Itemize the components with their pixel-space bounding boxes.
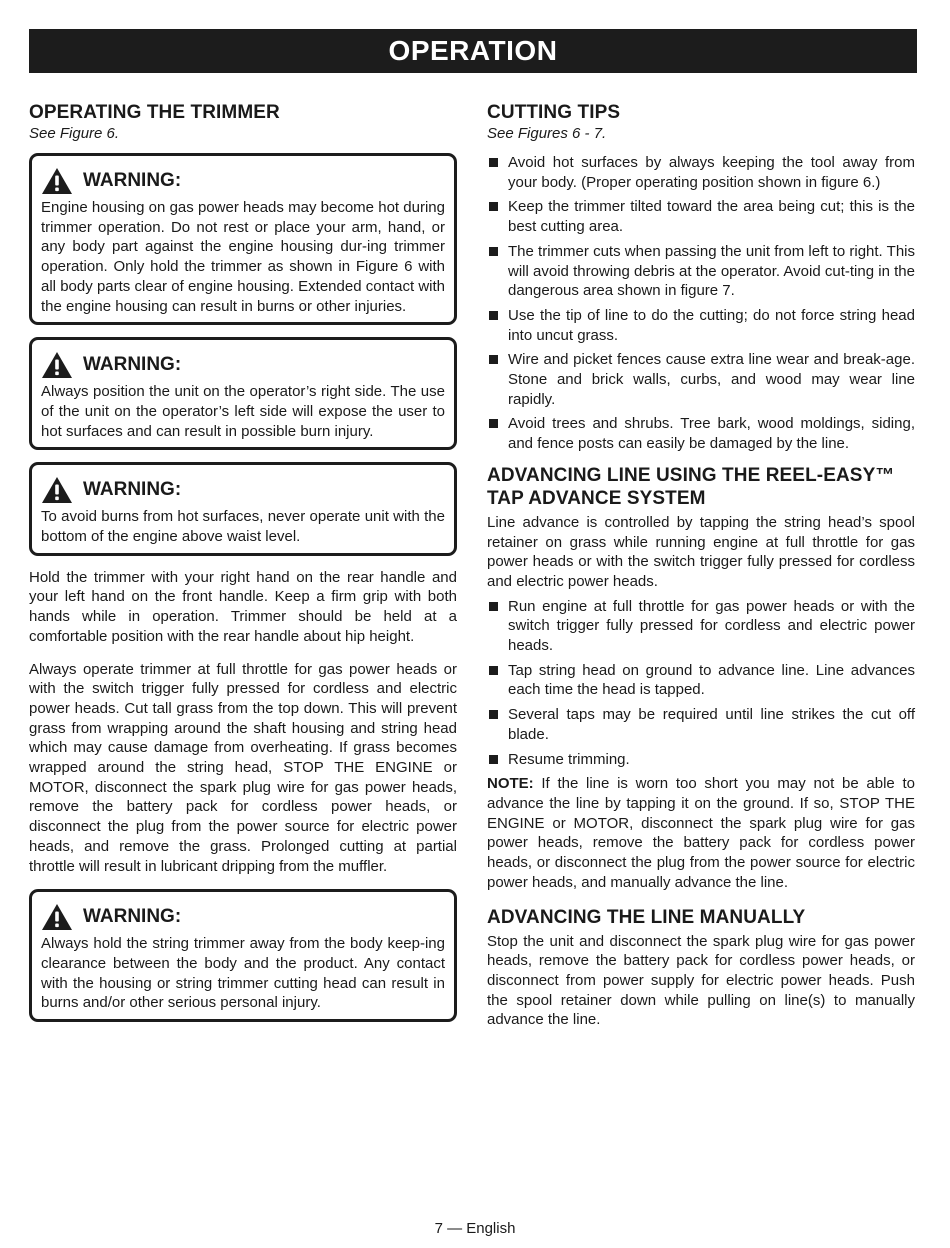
right-column: [487, 101, 915, 1030]
list-item: [487, 750, 915, 770]
list-item-text: Wire and picket fences cause extra line wear and break-age. Stone and brick walls, curbs, and wood may wear line rapidly.: [508, 351, 915, 408]
warning-triangle-icon: [41, 167, 73, 195]
warning-header: [41, 902, 445, 932]
page-footer: 7 — English: [434, 1220, 516, 1237]
warning-title: WARNING:: [83, 354, 182, 376]
list-item-text: Several taps may be required until line strikes the cut off blade.: [508, 706, 915, 743]
list-item-text: Avoid hot surfaces by always keeping the tool away from your body. (Proper operating position shown in figure 6.): [508, 154, 915, 191]
manual-advance-heading: ADVANCING THE LINE MANUALLY: [487, 906, 806, 928]
list-item: [487, 414, 915, 453]
list-item: [487, 350, 915, 409]
warning-text: Always hold the string trimmer away from the body keep-ing clearance between the body and the product. Any contact with the housing or string trimmer cutting head can result in burns and/or other serious personal injury.: [41, 935, 445, 1012]
warning-box: [29, 153, 457, 325]
warning-triangle-icon: [41, 903, 73, 931]
warning-box: [29, 337, 457, 450]
square-bullet-icon: [489, 419, 498, 428]
list-item: [487, 242, 915, 301]
list-item: [487, 197, 915, 236]
list-item-text: Avoid trees and shrubs. Tree bark, wood moldings, siding, and fence posts can easily be damaged by the line.: [508, 415, 915, 453]
list-item-text: Keep the trimmer tilted toward the area being cut; this is the best cutting area.: [508, 198, 915, 236]
list-item-text: Tap string head on ground to advance line. Line advances each time the head is tapped.: [508, 661, 915, 699]
advancing-steps-list: [487, 597, 915, 770]
square-bullet-icon: [489, 311, 498, 320]
square-bullet-icon: [489, 355, 498, 364]
left-column: [29, 101, 457, 1034]
section-banner: OPERATION: [29, 29, 917, 73]
warning-triangle-icon: [41, 476, 73, 504]
grip-paragraph: Hold the trimmer with your right hand on the rear handle and your left hand on the front handle. Keep a firm grip with both hands while in operation. Trimmer should be held at a comfortable position with the rear handle about hip height.: [29, 568, 457, 645]
note-paragraph: [487, 774, 915, 892]
list-item: [487, 597, 915, 656]
warning-text: Engine housing on gas power heads may become hot during trimmer operation. Do not rest or place your arm, hand, or any body part against the engine housing dur-ing trimmer operation. Only hold the trimmer as shown in Figure 6 with all body parts clear of engine housing. Extended contact with the engine housing can result in burns or other injuries.: [41, 199, 445, 315]
warning-title: WARNING:: [83, 906, 182, 928]
note-label: NOTE:: [487, 775, 534, 793]
list-item-text: Resume trimming.: [508, 750, 630, 768]
warning-box: [29, 462, 457, 555]
heading-line: TAP ADVANCE SYSTEM: [487, 487, 706, 509]
advancing-intro: Line advance is controlled by tapping the string head’s spool retainer on grass while running engine at full throttle for gas power heads or with the switch trigger fully pressed for cordless and electric power heads.: [487, 513, 915, 590]
list-item: [487, 306, 915, 345]
warning-text: Always position the unit on the operator’s right side. The use of the unit on the operator’s left side will expose the user to hot surfaces and can result in possible burn injury.: [41, 383, 445, 440]
warning-text: To avoid burns from hot surfaces, never operate unit with the bottom of the engine above waist level.: [41, 508, 445, 546]
square-bullet-icon: [489, 602, 498, 611]
heading-line: ADVANCING LINE USING THE REEL-EASY™: [487, 464, 895, 486]
manual-advance-text: Stop the unit and disconnect the spark plug wire for gas power heads, remove the battery pack for cordless power heads, or disconnect from power supply for electric power heads. Push the spool retainer down while pulling on line(s) to manually advance the line.: [487, 932, 915, 1029]
list-item: [487, 661, 915, 700]
list-item: [487, 153, 915, 192]
square-bullet-icon: [489, 202, 498, 211]
square-bullet-icon: [489, 247, 498, 256]
warning-header: [41, 350, 445, 380]
figures-reference: See Figures 6 - 7.: [487, 125, 607, 142]
warning-header: [41, 166, 445, 196]
warning-header: [41, 475, 445, 505]
cutting-tips-heading: CUTTING TIPS: [487, 102, 621, 123]
warning-title: WARNING:: [83, 479, 182, 501]
cutting-tips-list: [487, 153, 915, 454]
list-item-text: Use the tip of line to do the cutting; do not force string head into uncut grass.: [508, 306, 915, 344]
figure-reference: See Figure 6.: [29, 125, 120, 142]
throttle-paragraph: Always operate trimmer at full throttle for gas power heads or with the switch trigger fully pressed for cordless and electric power heads. Cut tall grass from the top down. This will prevent grass from wrapping around the shaft housing and string head which may cause damage from overheating. If grass becomes wrapped around the string head, STOP THE ENGINE or MOTOR, disconnect the spark plug wire for gas power heads, remove the battery pack for cordless power heads, or disconnect the plug from the power source for electric power heads, and remove the grass. Prolonged cutting at partial throttle will result in lubricant dripping from the muffler.: [29, 660, 457, 875]
note-text: If the line is worn too short you may not be able to advance the line by tapping it on the ground. If so, STOP THE ENGINE or MOTOR, disconnect the spark plug wire for gas power heads, remove the battery pack for cordless power heads, or disconnect the plug from the power source for electric power heads, and manually advance the line.: [487, 775, 915, 891]
warning-box: [29, 889, 457, 1022]
square-bullet-icon: [489, 710, 498, 719]
square-bullet-icon: [489, 755, 498, 764]
square-bullet-icon: [489, 666, 498, 675]
list-item-text: Run engine at full throttle for gas power heads or with the switch trigger fully pressed for cordless and electric power heads.: [508, 597, 915, 655]
list-item: [487, 705, 915, 744]
warning-triangle-icon: [41, 351, 73, 379]
list-item-text: The trimmer cuts when passing the unit from left to right. This will avoid throwing debris at the operator. Avoid cut-ting in the dangerous area shown in figure 7.: [508, 242, 915, 300]
operating-heading: OPERATING THE TRIMMER: [29, 102, 280, 123]
advancing-line-heading: [487, 464, 915, 510]
warning-title: WARNING:: [83, 170, 182, 191]
square-bullet-icon: [489, 158, 498, 167]
